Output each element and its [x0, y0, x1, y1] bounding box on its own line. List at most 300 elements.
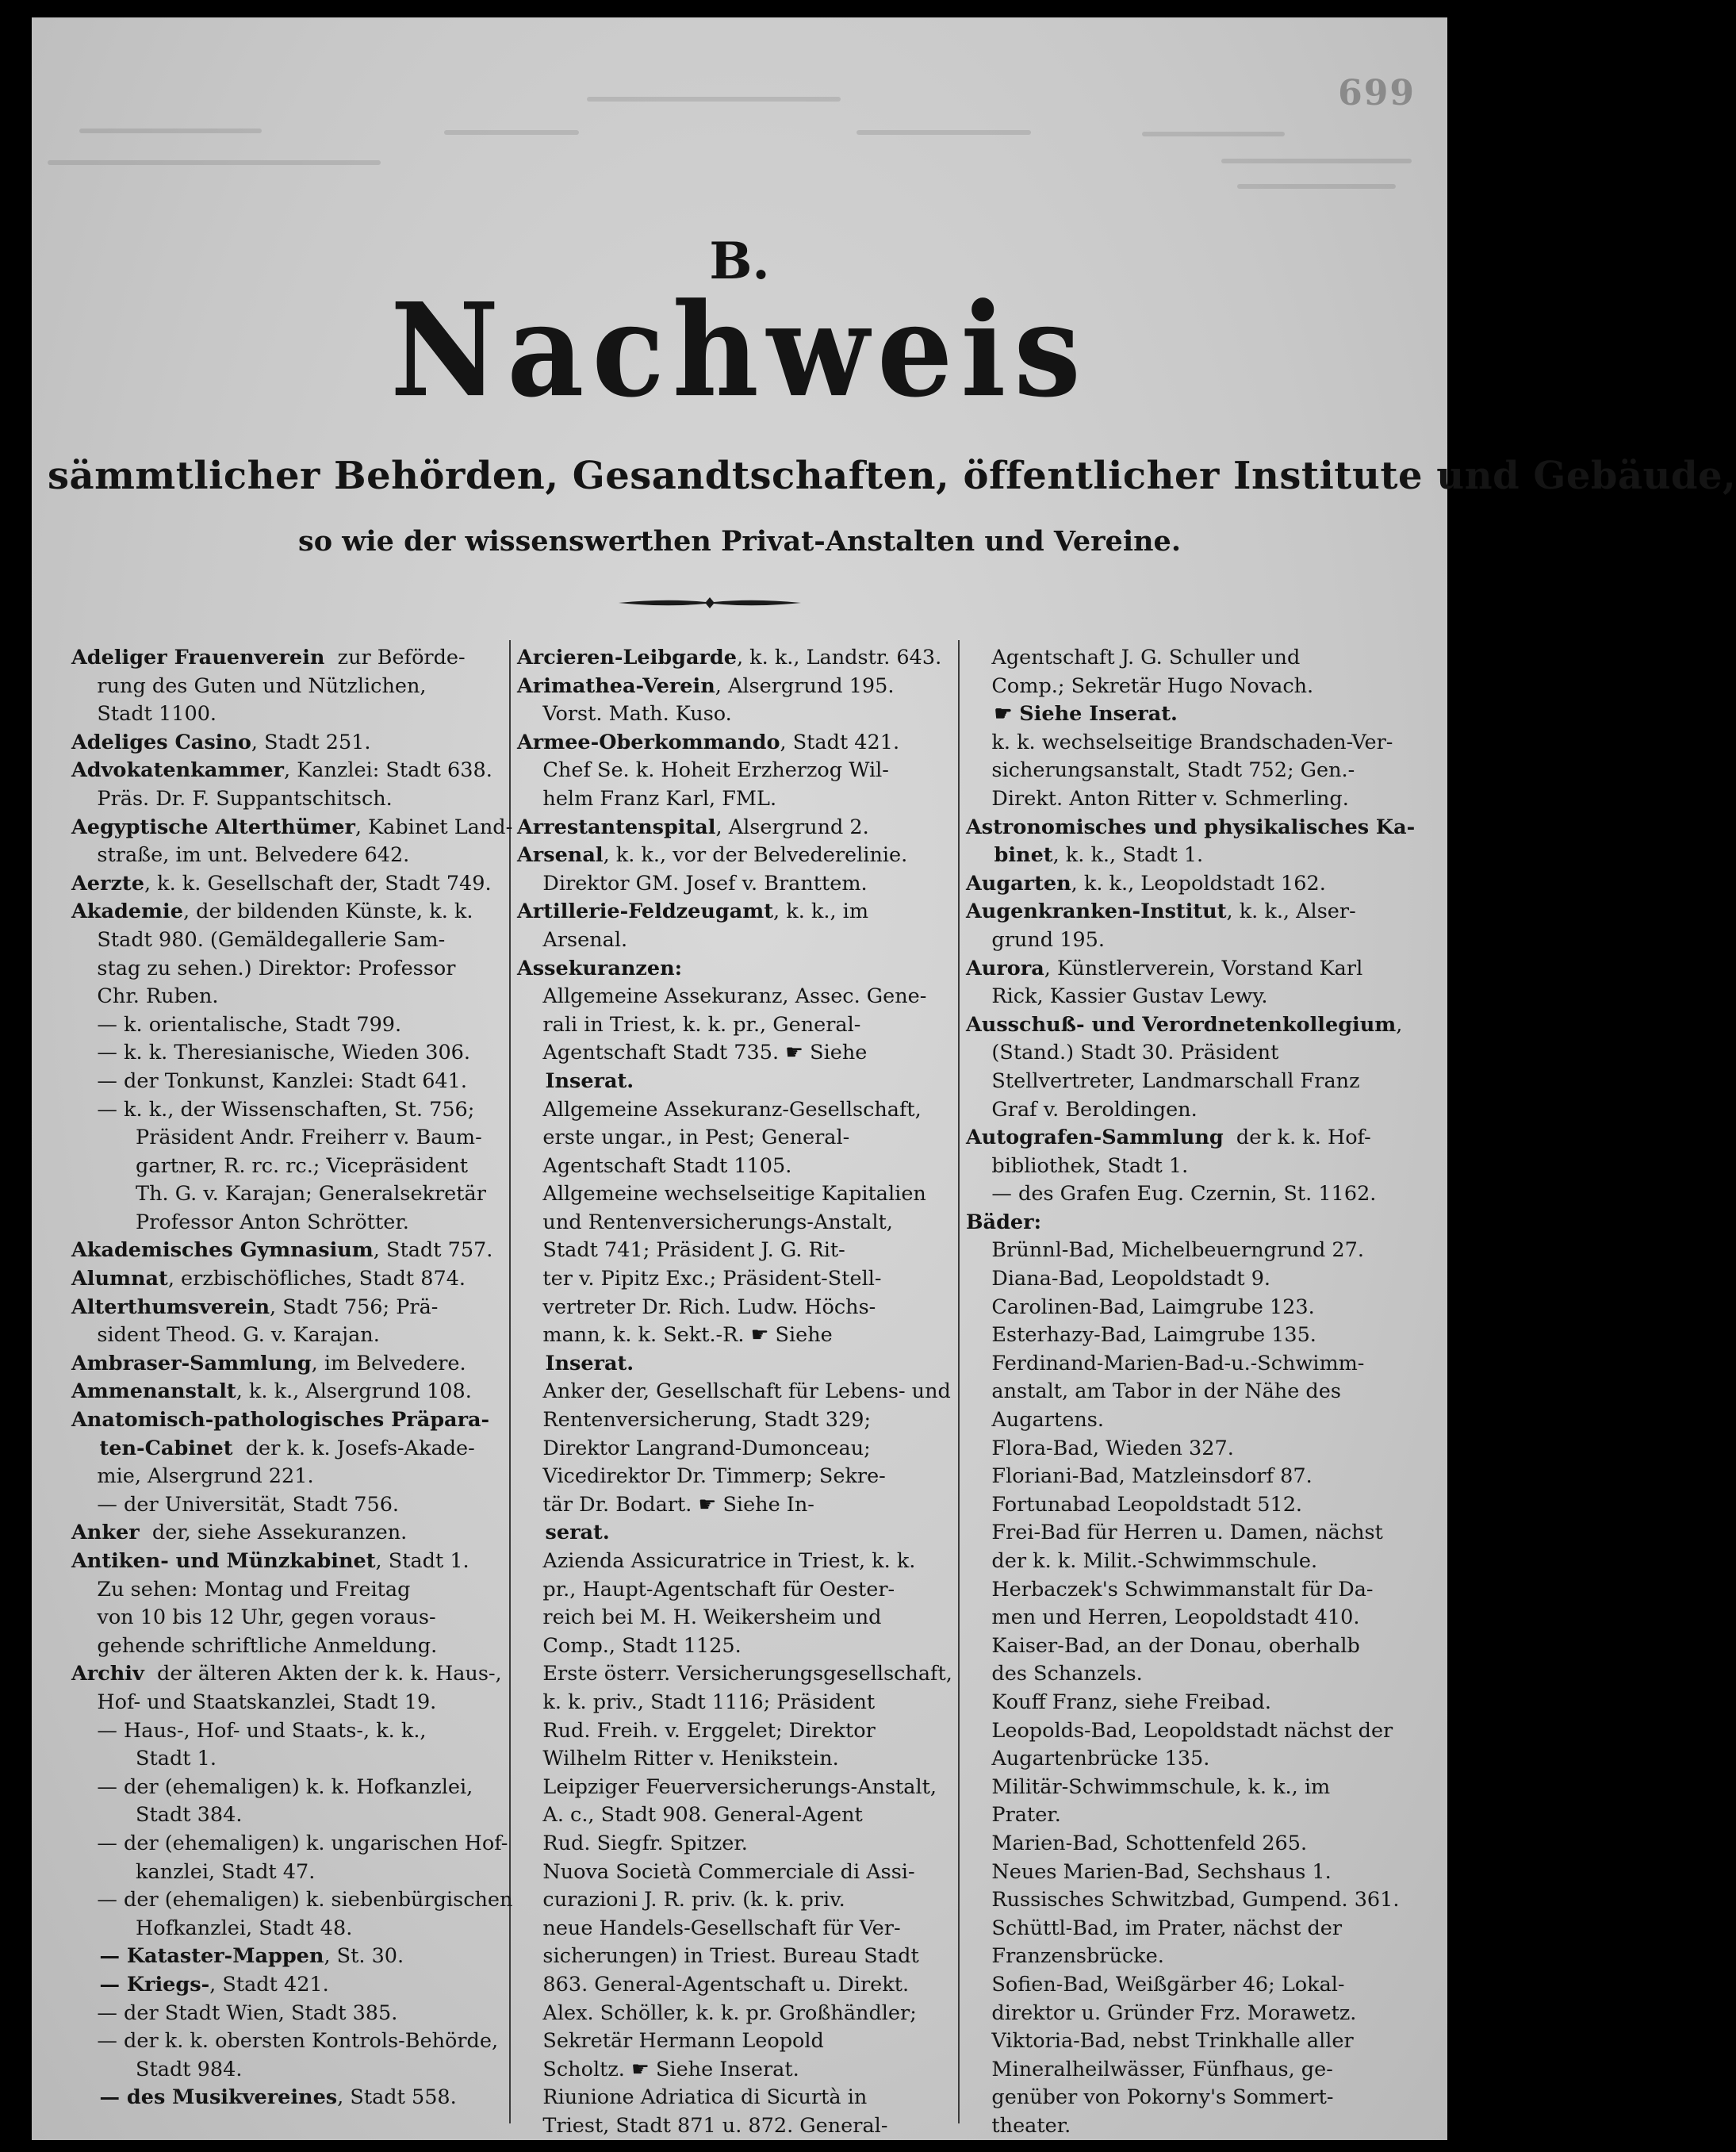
directory-line [517, 1265, 973, 1294]
directory-line [71, 1096, 531, 1125]
entry-text: Augartenbrücke 135. [966, 1747, 1210, 1771]
directory-line [517, 1378, 973, 1406]
entry-text: Diana-Bad, Leopoldstadt 9. [966, 1267, 1271, 1291]
entry-text: Sofien-Bad, Weißgärber 46; Lokal- [966, 1972, 1345, 1997]
entry-text: Graf v. Beroldingen. [966, 1097, 1198, 1122]
entry-text: vertreter Dr. Rich. Ludw. Höchs- [517, 1295, 876, 1319]
entry-heading: Antiken- und Münzkabinet [71, 1549, 376, 1573]
entry-text: Stadt 384. [71, 1803, 243, 1828]
directory-line [966, 1265, 1438, 1294]
entry-text: sicherungsanstalt, Stadt 752; Gen.- [966, 758, 1355, 783]
entry-text: Ferdinand-Marien-Bad-u.-Schwimm- [966, 1351, 1365, 1375]
directory-line [71, 1886, 531, 1915]
entry-text: , St. 30. [324, 1944, 404, 1969]
directory-line [966, 1294, 1438, 1322]
entry-text: Vicedirektor Dr. Timmerp; Sekre- [517, 1464, 886, 1489]
entry-text: , Alsergrund 2. [715, 815, 869, 839]
entry-heading: Autografen-Sammlung [966, 1126, 1224, 1150]
directory-line [517, 785, 973, 814]
directory-line [966, 955, 1438, 984]
entry-text: , k. k., vor der Belvederelinie. [603, 843, 908, 868]
directory-line [517, 814, 973, 842]
directory-line [966, 898, 1438, 926]
directory-line [517, 898, 973, 926]
entry-text: Riunione Adriatica di Sicurtà in [517, 2085, 868, 2110]
entry-text: Augartens. [966, 1408, 1104, 1433]
page-title: Nachweis [390, 274, 1089, 427]
entry-text: stag zu sehen.) Direktor: Professor [71, 956, 456, 980]
directory-line [966, 1971, 1438, 2000]
directory-line [517, 1491, 973, 1520]
entry-text: Erste österr. Versicherungsgesellschaft, [517, 1662, 952, 1686]
directory-line [517, 757, 973, 785]
directory-line [966, 1180, 1438, 1209]
directory-line [71, 1774, 531, 1802]
entry-text: Marien-Bad, Schottenfeld 265. [966, 1831, 1308, 1855]
entry-heading: Advokatenkammer [71, 758, 284, 783]
directory-line [966, 1604, 1438, 1632]
entry-text: , k. k. Gesellschaft der, Stadt 749. [144, 871, 492, 896]
directory-line [517, 1011, 973, 1040]
directory-line [517, 1801, 973, 1830]
entry-text: — der Universität, Stadt 756. [71, 1492, 400, 1517]
column-left [71, 644, 531, 2119]
entry-text: direktor u. Gründer Frz. Morawetz. [966, 2000, 1357, 2025]
entry-text: Viktoria-Bad, nebst Trinkhalle aller [966, 2029, 1354, 2054]
entry-text: Chr. Ruben. [71, 984, 219, 1009]
entry-text: Russisches Schwitzbad, Gumpend. 361. [966, 1888, 1400, 1912]
directory-line [517, 644, 973, 673]
entry-heading: Adeliger Frauenverein [71, 646, 325, 669]
directory-line [71, 842, 531, 870]
entry-text: bibliothek, Stadt 1. [966, 1153, 1189, 1178]
entry-text: Präsident Andr. Freiherr v. Baum- [71, 1126, 482, 1150]
directory-line [966, 1830, 1438, 1859]
entry-heading: Bäder: [966, 1210, 1041, 1234]
directory-line [517, 1096, 973, 1125]
directory-line [966, 983, 1438, 1011]
directory-line [71, 2056, 531, 2085]
directory-line [517, 2084, 973, 2112]
entry-text: helm Franz Karl, FML. [517, 786, 777, 811]
directory-line [71, 1491, 531, 1520]
directory-line [517, 1859, 973, 1887]
directory-line [71, 1660, 531, 1689]
directory-line [517, 842, 973, 870]
directory-line [517, 955, 973, 984]
directory-line [71, 1604, 531, 1632]
entry-text: (Stand.) Stadt 30. Präsident [966, 1041, 1279, 1065]
directory-line [966, 673, 1438, 701]
entry-text: , Stadt 251. [251, 730, 371, 754]
directory-line [517, 729, 973, 758]
directory-line [966, 870, 1438, 899]
entry-heading: Ammenanstalt [71, 1379, 236, 1404]
directory-line [71, 1294, 531, 1322]
directory-line [71, 1180, 531, 1209]
entry-text: Direktor Langrand-Dumonceau; [517, 1436, 871, 1460]
directory-line [71, 1350, 531, 1379]
directory-line [517, 870, 973, 899]
directory-line [71, 1237, 531, 1265]
directory-line [517, 1209, 973, 1237]
directory-line [517, 1689, 973, 1717]
directory-line [966, 842, 1438, 870]
entry-text: Allgemeine Assekuranz, Assec. Gene- [517, 984, 927, 1009]
entry-text: Stadt 1. [71, 1747, 217, 1771]
entry-text: — der Tonkunst, Kanzlei: Stadt 641. [71, 1068, 467, 1093]
entry-text: Anker der, Gesellschaft für Lebens- und [517, 1379, 951, 1404]
entry-text: reich bei M. H. Weikersheim und [517, 1605, 882, 1630]
directory-line [71, 1745, 531, 1774]
entry-text: , Künstlerverein, Vorstand Karl [1044, 956, 1363, 980]
entry-text: , Stadt 756; Prä- [270, 1295, 439, 1319]
entry-text: , k. k., Leopoldstadt 162. [1071, 871, 1326, 896]
entry-text: , [1396, 1012, 1403, 1037]
directory-line [71, 1548, 531, 1576]
entry-text: straße, im unt. Belvedere 642. [71, 843, 410, 868]
entry-text: Stadt 980. (Gemäldegallerie Sam- [71, 927, 446, 952]
directory-line [71, 2027, 531, 2056]
directory-line [71, 1717, 531, 1746]
entry-text: , k. k., Stadt 1. [1052, 843, 1204, 868]
directory-line [966, 1548, 1438, 1576]
entry-heading: Assekuranzen: [517, 956, 683, 980]
directory-line [966, 2027, 1438, 2056]
directory-line [517, 2056, 973, 2085]
entry-text: , Kanzlei: Stadt 638. [284, 758, 492, 783]
section-letter: B. [709, 232, 770, 291]
entry-text: , Stadt 421. [209, 1972, 329, 1997]
directory-line [71, 983, 531, 1011]
entry-text: Stellvertreter, Landmarschall Franz [966, 1068, 1360, 1093]
directory-line [966, 1519, 1438, 1548]
entry-text: 863. General-Agentschaft u. Direkt. [517, 1972, 910, 1997]
entry-heading: Adeliges Casino [71, 730, 251, 754]
directory-line [966, 729, 1438, 758]
entry-text: Brünnl-Bad, Michelbeuerngrund 27. [966, 1238, 1364, 1263]
entry-text: Stadt 741; Präsident J. G. Rit- [517, 1238, 845, 1263]
entry-heading: Akademisches Gymnasium [71, 1238, 374, 1263]
entry-text: men und Herren, Leopoldstadt 410. [966, 1605, 1360, 1630]
entry-text: , der bildenden Künste, k. k. [182, 900, 473, 924]
entry-text: Flora-Bad, Wieden 327. [966, 1436, 1234, 1460]
entry-text: k. k. priv., Stadt 1116; Präsident [517, 1690, 876, 1714]
directory-line [71, 814, 531, 842]
directory-line [71, 1915, 531, 1943]
directory-line [966, 700, 1438, 729]
directory-line [966, 1406, 1438, 1435]
directory-line [966, 1660, 1438, 1689]
entry-text: Th. G. v. Karajan; Generalsekretär [71, 1182, 486, 1206]
entry-text: der k. k. Milit.-Schwimmschule. [966, 1549, 1318, 1573]
entry-text: pr., Haupt-Agentschaft für Oester- [517, 1577, 895, 1602]
entry-text: zur Beförde- [324, 646, 466, 669]
directory-line [517, 1943, 973, 1971]
entry-heading: Augarten [966, 871, 1071, 896]
entry-text: gartner, R. rc. rc.; Vicepräsident [71, 1153, 469, 1178]
directory-line [966, 644, 1438, 673]
directory-line [966, 1435, 1438, 1463]
directory-line [966, 785, 1438, 814]
directory-line [517, 1294, 973, 1322]
directory-line [71, 1378, 531, 1406]
directory-line [71, 1519, 531, 1548]
directory-line [71, 2000, 531, 2028]
directory-line [517, 1237, 973, 1265]
directory-line [71, 1435, 531, 1463]
entry-text: tär Dr. Bodart. ☛ Siehe In- [517, 1492, 814, 1517]
entry-text: Hof- und Staatskanzlei, Stadt 19. [71, 1690, 437, 1714]
entry-heading: binet [966, 843, 1053, 868]
directory-line [71, 785, 531, 814]
entry-heading: Arcieren-Leibgarde [517, 646, 737, 669]
entry-text: Agentschaft Stadt 1105. [517, 1153, 792, 1178]
entry-text: sident Theod. G. v. Karajan. [71, 1323, 380, 1348]
directory-line [966, 1745, 1438, 1774]
entry-text: Kaiser-Bad, an der Donau, oberhalb [966, 1633, 1360, 1658]
entry-heading: Anker [71, 1521, 140, 1545]
entry-text: , k. k., Alser- [1226, 900, 1356, 924]
entry-text: der älteren Akten der k. k. Haus-, [144, 1662, 502, 1686]
directory-line [71, 1068, 531, 1096]
entry-text: mann, k. k. Sekt.-R. ☛ Siehe [517, 1323, 833, 1348]
directory-line [517, 1971, 973, 2000]
entry-heading: Augenkranken-Institut [966, 900, 1227, 924]
directory-line [71, 1406, 531, 1435]
directory-line [517, 1717, 973, 1746]
directory-line [517, 1915, 973, 1943]
directory-line [966, 1068, 1438, 1096]
directory-line [966, 1350, 1438, 1379]
entry-text: — k. k., der Wissenschaften, St. 756; [71, 1097, 475, 1122]
entry-text: Rick, Kassier Gustav Lewy. [966, 984, 1268, 1009]
directory-line [966, 1237, 1438, 1265]
entry-text: und Rentenversicherungs-Anstalt, [517, 1210, 893, 1234]
directory-line [966, 2084, 1438, 2112]
directory-line [71, 1011, 531, 1040]
entry-heading: Anatomisch-pathologisches Präpara- [71, 1408, 490, 1433]
entry-text: Franzensbrücke. [966, 1944, 1164, 1969]
entry-text: Kouff Franz, siehe Freibad. [966, 1690, 1271, 1714]
entry-text: des Schanzels. [966, 1662, 1143, 1686]
entry-text: — der (ehemaligen) k. k. Hofkanzlei, [71, 1774, 473, 1799]
directory-line [517, 1039, 973, 1068]
entry-text: genüber von Pokorny's Sommert- [966, 2085, 1334, 2110]
directory-line [517, 1406, 973, 1435]
directory-line [517, 673, 973, 701]
entry-text: Allgemeine wechselseitige Kapitalien [517, 1182, 926, 1206]
entry-heading: Aerzte [71, 871, 144, 896]
entry-text: Alex. Schöller, k. k. pr. Großhändler; [517, 2000, 917, 2025]
entry-text: Wilhelm Ritter v. Henikstein. [517, 1747, 839, 1771]
entry-text: Sekretär Hermann Leopold [517, 2029, 824, 2054]
directory-line [517, 1068, 973, 1096]
directory-line [71, 1576, 531, 1605]
entry-text: , k. k., Alsergrund 108. [236, 1379, 472, 1404]
entry-text: sicherungen) in Triest. Bureau Stadt [517, 1944, 919, 1969]
entry-heading: Ausschuß- und Verordnetenkollegium [966, 1012, 1397, 1037]
entry-text: Chef Se. k. Hoheit Erzherzog Wil- [517, 758, 889, 783]
entry-heading: Aegyptische Alterthümer [71, 815, 355, 839]
directory-line [517, 1632, 973, 1661]
directory-line [71, 1971, 531, 2000]
directory-line [71, 1153, 531, 1181]
directory-line [71, 926, 531, 955]
entry-heading: Arsenal [517, 843, 604, 868]
entry-text: , Stadt 757. [373, 1238, 493, 1263]
directory-line [966, 1859, 1438, 1887]
entry-heading: — Kataster-Mappen [71, 1944, 324, 1969]
entry-text: Arsenal. [517, 927, 628, 952]
directory-line [71, 870, 531, 899]
entry-text: — der Stadt Wien, Stadt 385. [71, 2000, 398, 2025]
entry-text: , Stadt 421. [780, 730, 900, 754]
directory-line [517, 700, 973, 729]
column-right [966, 644, 1438, 2138]
entry-text: Azienda Assicuratrice in Triest, k. k. [517, 1549, 916, 1573]
entry-text: ter v. Pipitz Exc.; Präsident-Stell- [517, 1267, 882, 1291]
entry-text: Rud. Freih. v. Erggelet; Direktor [517, 1718, 876, 1743]
entry-text: Agentschaft Stadt 735. ☛ Siehe [517, 1041, 868, 1065]
directory-line [517, 1350, 973, 1379]
directory-line [966, 1915, 1438, 1943]
directory-line [517, 1435, 973, 1463]
entry-text: Scholtz. ☛ Siehe Inserat. [517, 2057, 799, 2081]
entry-text: — der (ehemaligen) k. siebenbürgischen [71, 1888, 513, 1912]
entry-text: , Stadt 558. [337, 2085, 457, 2110]
entry-text: , erzbischöfliches, Stadt 874. [167, 1267, 466, 1291]
entry-text: Allgemeine Assekuranz-Gesellschaft, [517, 1097, 922, 1122]
directory-line [966, 1011, 1438, 1040]
ornament-divider [619, 595, 801, 611]
entry-text: — k. orientalische, Stadt 799. [71, 1012, 402, 1037]
directory-line [966, 1632, 1438, 1661]
directory-line [517, 2112, 973, 2141]
directory-line [71, 700, 531, 729]
entry-text: von 10 bis 12 Uhr, gegen voraus- [71, 1605, 436, 1630]
directory-line [71, 955, 531, 984]
entry-text: Direktor GM. Josef v. Branttem. [517, 871, 868, 896]
directory-line [517, 1604, 973, 1632]
entry-heading: Armee-Oberkommando [517, 730, 780, 754]
entry-text: Triest, Stadt 871 u. 872. General- [517, 2113, 888, 2138]
entry-heading: Inserat. [517, 1068, 634, 1093]
entry-text: — Haus-, Hof- und Staats-, k. k., [71, 1718, 427, 1743]
entry-text: rali in Triest, k. k. pr., General- [517, 1012, 861, 1037]
directory-line [71, 1830, 531, 1859]
entry-heading: Akademie [71, 900, 183, 924]
entry-text: Schüttl-Bad, im Prater, nächst der [966, 1916, 1343, 1940]
entry-heading: Artillerie-Feldzeugamt [517, 900, 774, 924]
entry-text: Vorst. Math. Kuso. [517, 702, 732, 727]
entry-text: , k. k., Landstr. 643. [736, 646, 942, 669]
directory-line [966, 1689, 1438, 1717]
directory-line [966, 1096, 1438, 1125]
entry-text: theater. [966, 2113, 1071, 2138]
entry-text: Fortunabad Leopoldstadt 512. [966, 1492, 1303, 1517]
entry-heading: — Kriegs- [71, 1972, 210, 1997]
entry-text: Carolinen-Bad, Laimgrube 123. [966, 1295, 1315, 1319]
directory-line [966, 1039, 1438, 1068]
directory-line [517, 1576, 973, 1605]
directory-line [517, 1548, 973, 1576]
directory-line [966, 1378, 1438, 1406]
entry-text: anstalt, am Tabor in der Nähe des [966, 1379, 1341, 1404]
directory-line [966, 2000, 1438, 2028]
entry-text: Militär-Schwimmschule, k. k., im [966, 1774, 1331, 1799]
entry-text: erste ungar., in Pest; General- [517, 1126, 850, 1150]
entry-heading: ☛ Siehe Inserat. [966, 702, 1178, 727]
entry-text: , Kabinet Land- [354, 815, 513, 839]
directory-line [517, 983, 973, 1011]
directory-line [966, 1801, 1438, 1830]
directory-line [517, 1153, 973, 1181]
entry-text: Präs. Dr. F. Suppantschitsch. [71, 786, 393, 811]
entry-text: — der (ehemaligen) k. ungarischen Hof- [71, 1831, 508, 1855]
entry-text: , Alsergrund 195. [715, 673, 895, 698]
entry-heading: Archiv [71, 1662, 144, 1686]
directory-line [966, 757, 1438, 785]
directory-line [71, 2084, 531, 2112]
entry-text: der k. k. Josefs-Akade- [232, 1436, 475, 1460]
entry-text: Herbaczek's Schwimmanstalt für Da- [966, 1577, 1374, 1602]
entry-text: , im Belvedere. [311, 1351, 466, 1375]
entry-text: , k. k., im [773, 900, 869, 924]
directory-line [517, 1886, 973, 1915]
entry-text: — des Grafen Eug. Czernin, St. 1162. [966, 1182, 1377, 1206]
directory-line [966, 1717, 1438, 1746]
directory-line [71, 1322, 531, 1350]
entry-text: Direkt. Anton Ritter v. Schmerling. [966, 786, 1349, 811]
directory-line [966, 1209, 1438, 1237]
entry-text: neue Handels-Gesellschaft für Ver- [517, 1916, 901, 1940]
entry-text: Frei-Bad für Herren u. Damen, nächst [966, 1521, 1383, 1545]
entry-text: Hofkanzlei, Stadt 48. [71, 1916, 353, 1940]
directory-line [71, 1265, 531, 1294]
directory-line [966, 1886, 1438, 1915]
entry-text: Leipziger Feuerversicherungs-Anstalt, [517, 1774, 937, 1799]
entry-heading: Ambraser-Sammlung [71, 1351, 312, 1375]
page-subtitle: sämmtlicher Behörden, Gesandtschaften, öffentlicher Institute und Gebäude, [48, 454, 1736, 498]
entry-text: Leopolds-Bad, Leopoldstadt nächst der [966, 1718, 1393, 1743]
entry-heading: Arrestantenspital [517, 815, 716, 839]
directory-line [966, 926, 1438, 955]
entry-text: A. c., Stadt 908. General-Agent [517, 1803, 863, 1828]
ghost-page-number: 699 [1338, 73, 1416, 113]
directory-line [517, 926, 973, 955]
entry-text: Rud. Siegfr. Spitzer. [517, 1831, 748, 1855]
directory-line [71, 1632, 531, 1661]
directory-line [71, 1124, 531, 1153]
directory-line [517, 1745, 973, 1774]
directory-line [71, 1209, 531, 1237]
directory-line [71, 729, 531, 758]
directory-line [966, 2112, 1438, 2141]
entry-heading: — des Musikvereines [71, 2085, 338, 2110]
entry-text: mie, Alsergrund 221. [71, 1464, 314, 1489]
directory-line [517, 1830, 973, 1859]
directory-line [517, 1180, 973, 1209]
directory-line [966, 1463, 1438, 1491]
entry-text: Professor Anton Schrötter. [71, 1210, 409, 1234]
entry-text: Mineralheilwässer, Fünfhaus, ge- [966, 2057, 1333, 2081]
entry-text: curazioni J. R. priv. (k. k. priv. [517, 1888, 845, 1912]
directory-line [517, 1660, 973, 1689]
entry-text: Comp.; Sekretär Hugo Novach. [966, 673, 1314, 698]
entry-heading: Aurora [966, 956, 1044, 980]
directory-line [71, 898, 531, 926]
